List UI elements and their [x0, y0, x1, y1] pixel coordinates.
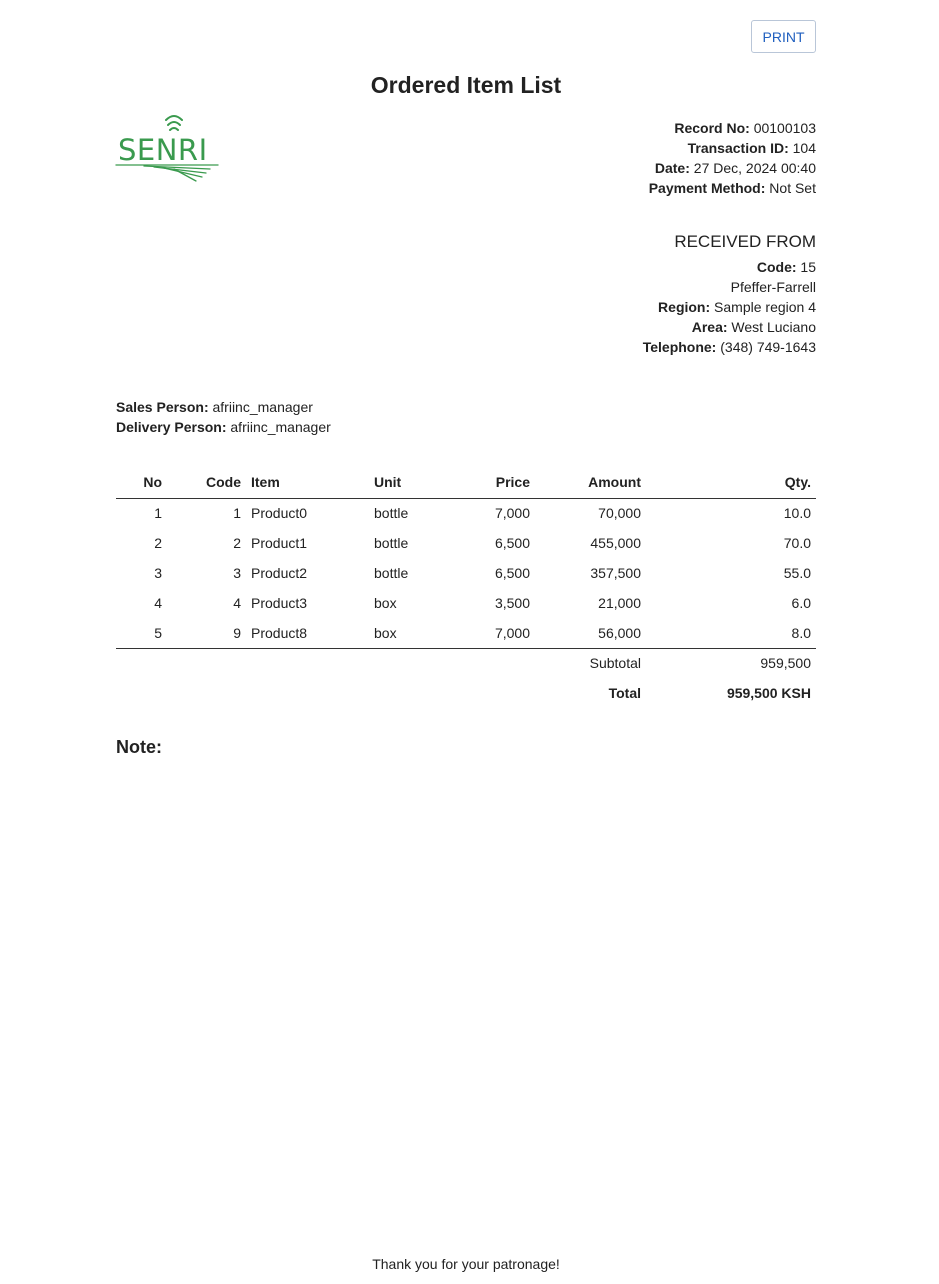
- cell-unit: box: [369, 618, 453, 648]
- cell-price: 3,500: [494, 595, 530, 611]
- cell-code: 2: [233, 535, 241, 551]
- cell-code: 3: [233, 565, 241, 581]
- footer-message: Thank you for your patronage!: [372, 1256, 560, 1272]
- table-row: [116, 498, 816, 528]
- cell-amount: 21,000: [598, 595, 641, 611]
- cell-code: 1: [233, 505, 241, 522]
- items-table: [116, 467, 816, 708]
- date-label: Date:: [654, 160, 690, 176]
- cell-price: 6,500: [494, 565, 530, 581]
- cell-qty: 8.0: [646, 618, 816, 648]
- col-header-price: Price: [453, 467, 535, 498]
- cell-code: 4: [233, 595, 241, 611]
- cell-price: 7,000: [453, 618, 535, 648]
- cell-no: 1: [154, 505, 162, 522]
- col-header-item: Item: [246, 467, 369, 498]
- telephone-line: [643, 337, 816, 357]
- customer-name: Pfeffer-Farrell: [730, 279, 816, 295]
- telephone-label: Telephone:: [642, 339, 717, 355]
- subtotal-value: 959,500: [760, 655, 811, 672]
- table-row: [116, 528, 816, 558]
- sales-person-value: afriinc_manager: [212, 399, 313, 415]
- cell-no: 4: [154, 595, 162, 611]
- table-row: [116, 558, 816, 588]
- record-no-value: 00100103: [753, 120, 816, 136]
- cell-qty: 55.0: [783, 565, 811, 581]
- col-header-qty: Qty.: [646, 467, 816, 498]
- telephone-value: (348) 749-1643: [720, 339, 816, 355]
- cell-unit: bottle: [374, 535, 409, 551]
- table-row: [116, 588, 816, 618]
- cell-no: 5: [116, 618, 167, 648]
- cell-amount: 56,000: [535, 618, 646, 648]
- received-from-title: RECEIVED FROM: [674, 232, 816, 251]
- print-button[interactable]: PRINT: [751, 20, 816, 53]
- payment-method-label: Payment Method:: [648, 180, 766, 196]
- payment-method-value: Not Set: [769, 180, 816, 196]
- record-no-label: Record No:: [674, 120, 750, 136]
- persons-section: [116, 397, 331, 437]
- area-line: [643, 317, 816, 337]
- cell-unit: bottle: [374, 565, 409, 581]
- cell-price: 7,000: [494, 505, 530, 522]
- cell-item: Product3: [251, 595, 308, 611]
- area-value: West Luciano: [731, 319, 816, 335]
- cell-item: Product2: [251, 565, 308, 581]
- cell-qty: 6.0: [791, 595, 811, 611]
- transaction-id-value: 104: [792, 140, 816, 156]
- cell-no: 3: [154, 565, 162, 581]
- col-header-amount: Amount: [535, 467, 646, 498]
- page-title: Ordered Item List: [370, 72, 562, 98]
- region-line: [643, 297, 816, 317]
- cell-code: 9: [167, 618, 246, 648]
- transaction-id-label: Transaction ID:: [687, 140, 789, 156]
- record-info: [649, 118, 816, 198]
- subtotal-label: Subtotal: [589, 655, 641, 672]
- sales-person-label: Sales Person:: [116, 399, 209, 415]
- total-row: [116, 678, 816, 708]
- delivery-person-value: afriinc_manager: [230, 419, 331, 435]
- payment-method-line: [649, 178, 816, 198]
- note-heading: Note:: [116, 737, 162, 757]
- cell-qty: 70.0: [783, 535, 811, 551]
- col-header-code: Code: [167, 467, 246, 498]
- table-row: [116, 618, 816, 648]
- date-value: 27 Dec, 2024 00:40: [693, 160, 816, 176]
- cell-amount: 70,000: [598, 505, 641, 522]
- customer-code-label: Code:: [756, 259, 797, 275]
- cell-amount: 357,500: [590, 565, 641, 581]
- received-from-section: [643, 231, 816, 357]
- cell-amount: 455,000: [590, 535, 641, 551]
- delivery-person-line: [116, 417, 331, 437]
- cell-price: 6,500: [494, 535, 530, 551]
- col-header-no: No: [116, 467, 167, 498]
- customer-code-line: [643, 257, 816, 277]
- sales-person-line: [116, 397, 331, 417]
- field-rays-icon: [116, 165, 218, 181]
- cell-unit: bottle: [374, 505, 409, 522]
- senri-logo: [114, 114, 222, 184]
- total-label: Total: [608, 685, 641, 701]
- transaction-id-line: [649, 138, 816, 158]
- area-label: Area:: [691, 319, 728, 335]
- cell-item: Product0: [251, 505, 308, 522]
- customer-code-value: 15: [800, 259, 816, 275]
- cell-item: Product1: [251, 535, 308, 551]
- subtotal-row: [116, 648, 816, 678]
- cell-unit: box: [374, 595, 397, 611]
- col-header-unit: Unit: [369, 467, 453, 498]
- record-no-line: [649, 118, 816, 138]
- signal-arcs-icon: [166, 116, 182, 130]
- table-header-row: [116, 467, 816, 498]
- cell-qty: 10.0: [783, 505, 811, 522]
- region-value: Sample region 4: [714, 299, 816, 315]
- logo-wordmark: SENRI: [118, 133, 208, 167]
- date-line: [649, 158, 816, 178]
- delivery-person-label: Delivery Person:: [116, 419, 227, 435]
- cell-item: Product8: [246, 618, 369, 648]
- region-label: Region:: [658, 299, 711, 315]
- cell-no: 2: [154, 535, 162, 551]
- total-value: 959,500 KSH: [726, 685, 811, 701]
